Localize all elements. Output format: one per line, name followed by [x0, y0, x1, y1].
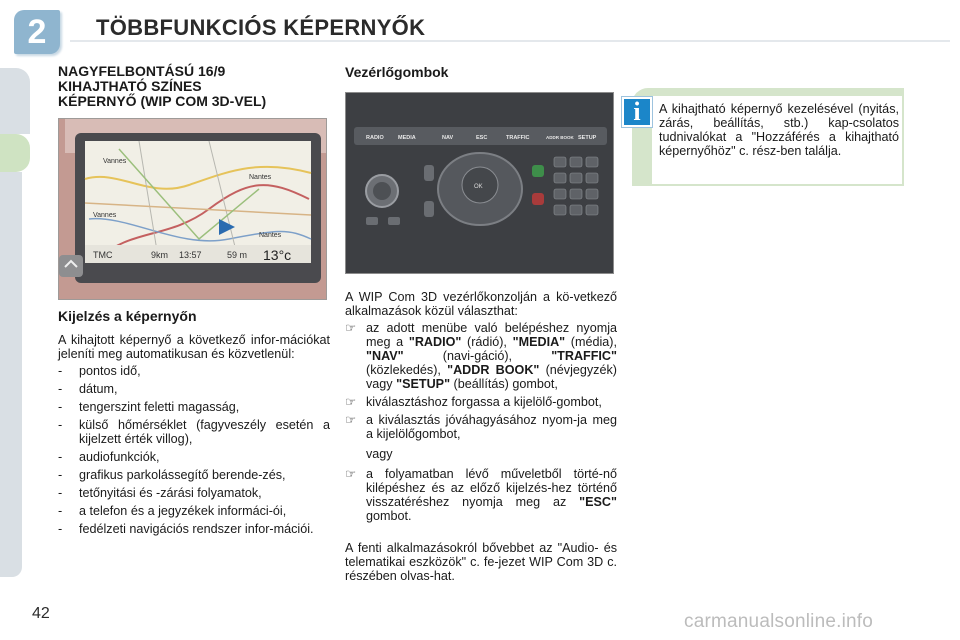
distance-readout: 9km	[151, 250, 169, 260]
controls-bullet-list	[345, 321, 617, 523]
list-item: - pontos idő,	[58, 364, 141, 378]
eta-readout: 59 m	[227, 250, 248, 260]
watermark: carmanualsonline.info	[684, 611, 874, 632]
hangup-key-icon	[532, 193, 544, 205]
temperature-readout: 13°c	[263, 247, 292, 263]
side-tab-decoration	[0, 68, 30, 134]
center-column	[345, 64, 617, 80]
panel-ok-key: OK	[474, 184, 483, 190]
chapter-badge	[14, 10, 60, 54]
control-panel-illustration	[346, 93, 614, 274]
page-number: 42	[32, 605, 50, 622]
call-key-icon	[532, 165, 544, 177]
side-strip-decoration	[0, 172, 22, 577]
panel-media-key: MEDIA	[398, 135, 416, 141]
or-separator: vagy	[366, 447, 393, 461]
display-info-list	[58, 364, 330, 536]
hand-pointer-icon: ☞	[345, 321, 357, 335]
map-label: Nantes	[249, 174, 272, 181]
side-tab-active-marker	[0, 134, 30, 172]
bullet-item: ☞ a folyamatban lévő műveletből törté-nő kilépéshez és az előző kijelzés-hez történő visszatéréshez nyomja meg az "ESC" gombot.	[345, 467, 617, 523]
list-item: - grafikus parkolássegítő berende-zés,	[58, 468, 286, 482]
hand-pointer-icon: ☞	[345, 413, 357, 427]
display-info-section	[58, 308, 330, 540]
bullet-item: ☞ kiválasztáshoz forgassa a kijelölő-gombot,	[345, 395, 602, 409]
panel-traffic-key: TRAFFIC	[506, 135, 530, 141]
section-heading	[58, 64, 330, 109]
time-readout: 13:57	[179, 250, 202, 260]
map-label: Vannes	[93, 212, 117, 219]
hand-pointer-icon: ☞	[345, 395, 357, 409]
heading-line-3: KÉPERNYŐ (WIP COM 3D-VEL)	[58, 93, 267, 109]
controls-footer-note: A fenti alkalmazásokról bővebbet az "Audio- és telematikai eszközök" c. fe-jezet WIP Com 3D c. részében olvas-hat.	[345, 541, 617, 583]
screen-photo	[58, 118, 327, 300]
map-label: Nantes	[259, 232, 282, 239]
left-column	[58, 64, 330, 109]
intro-paragraph: A kihajtott képernyő a következő infor-mációkat jeleníti meg automatikusan és közvetlenül:	[58, 333, 330, 361]
panel-addrbook-key: ADDR BOOK	[546, 135, 574, 140]
list-item: - tengerszint feletti magasság,	[58, 400, 240, 414]
list-item: - fedélzeti navigációs rendszer infor-mációi.	[58, 522, 314, 536]
bullet-item: ☞ az adott menübe való belépéshez nyomja meg a "RADIO" (rádió), "MEDIA" (média), "NAV" (navi-gáció), "TRAFFIC" (közlekedés), "ADDR BOOK" (névjegyzék) vagy "SETUP" (beállítás) gombot,	[345, 321, 617, 391]
panel-setup-key: SETUP	[578, 135, 597, 141]
controls-intro: A WIP Com 3D vezérlőkonzolján a kö-vetkező alkalmazások közül választhat:	[345, 290, 617, 318]
heading-line-1: NAGYFELBONTÁSÚ 16/9	[58, 63, 226, 79]
info-text: A kihajtható képernyő kezelésével (nyitás, zárás, beállítás, stb.) kap-csolatos tudnivalókat a "Hozzáférés a kihajtható képernyőhöz" c. rész-ben találja.	[659, 102, 899, 158]
section-subheading: Kijelzés a képernyőn	[58, 308, 197, 324]
map-label: Vannes	[103, 158, 127, 165]
list-item: - a telefon és a jegyzékek informáci-ói,	[58, 504, 287, 518]
heading-line-2: KIHAJTHATÓ SZÍNES	[58, 78, 202, 94]
list-item: - audiofunkciók,	[58, 450, 160, 464]
chapter-number: 2	[27, 12, 47, 51]
hand-pointer-icon: ☞	[345, 467, 357, 481]
controls-text-section	[345, 290, 617, 583]
control-panel-photo	[345, 92, 614, 274]
list-item: - külső hőmérséklet (fagyveszély esetén a kijelzett érték villog),	[58, 418, 330, 446]
panel-esc-key: ESC	[476, 135, 488, 141]
panel-radio-key: RADIO	[366, 135, 384, 141]
list-item: - dátum,	[58, 382, 118, 396]
info-icon: i	[622, 97, 652, 127]
panel-nav-key: NAV	[442, 135, 454, 141]
controls-heading: Vezérlőgombok	[345, 64, 449, 80]
page-title: TÖBBFUNKCIÓS KÉPERNYŐK	[96, 15, 426, 40]
bullet-item: ☞ a kiválasztás jóváhagyásához nyom-ja meg a kijelölőgombot,	[345, 413, 617, 441]
list-item: - tetőnyitási és -zárási folyamatok,	[58, 486, 262, 500]
tmc-indicator: TMC	[93, 250, 113, 260]
nav-screen-illustration	[59, 119, 327, 300]
